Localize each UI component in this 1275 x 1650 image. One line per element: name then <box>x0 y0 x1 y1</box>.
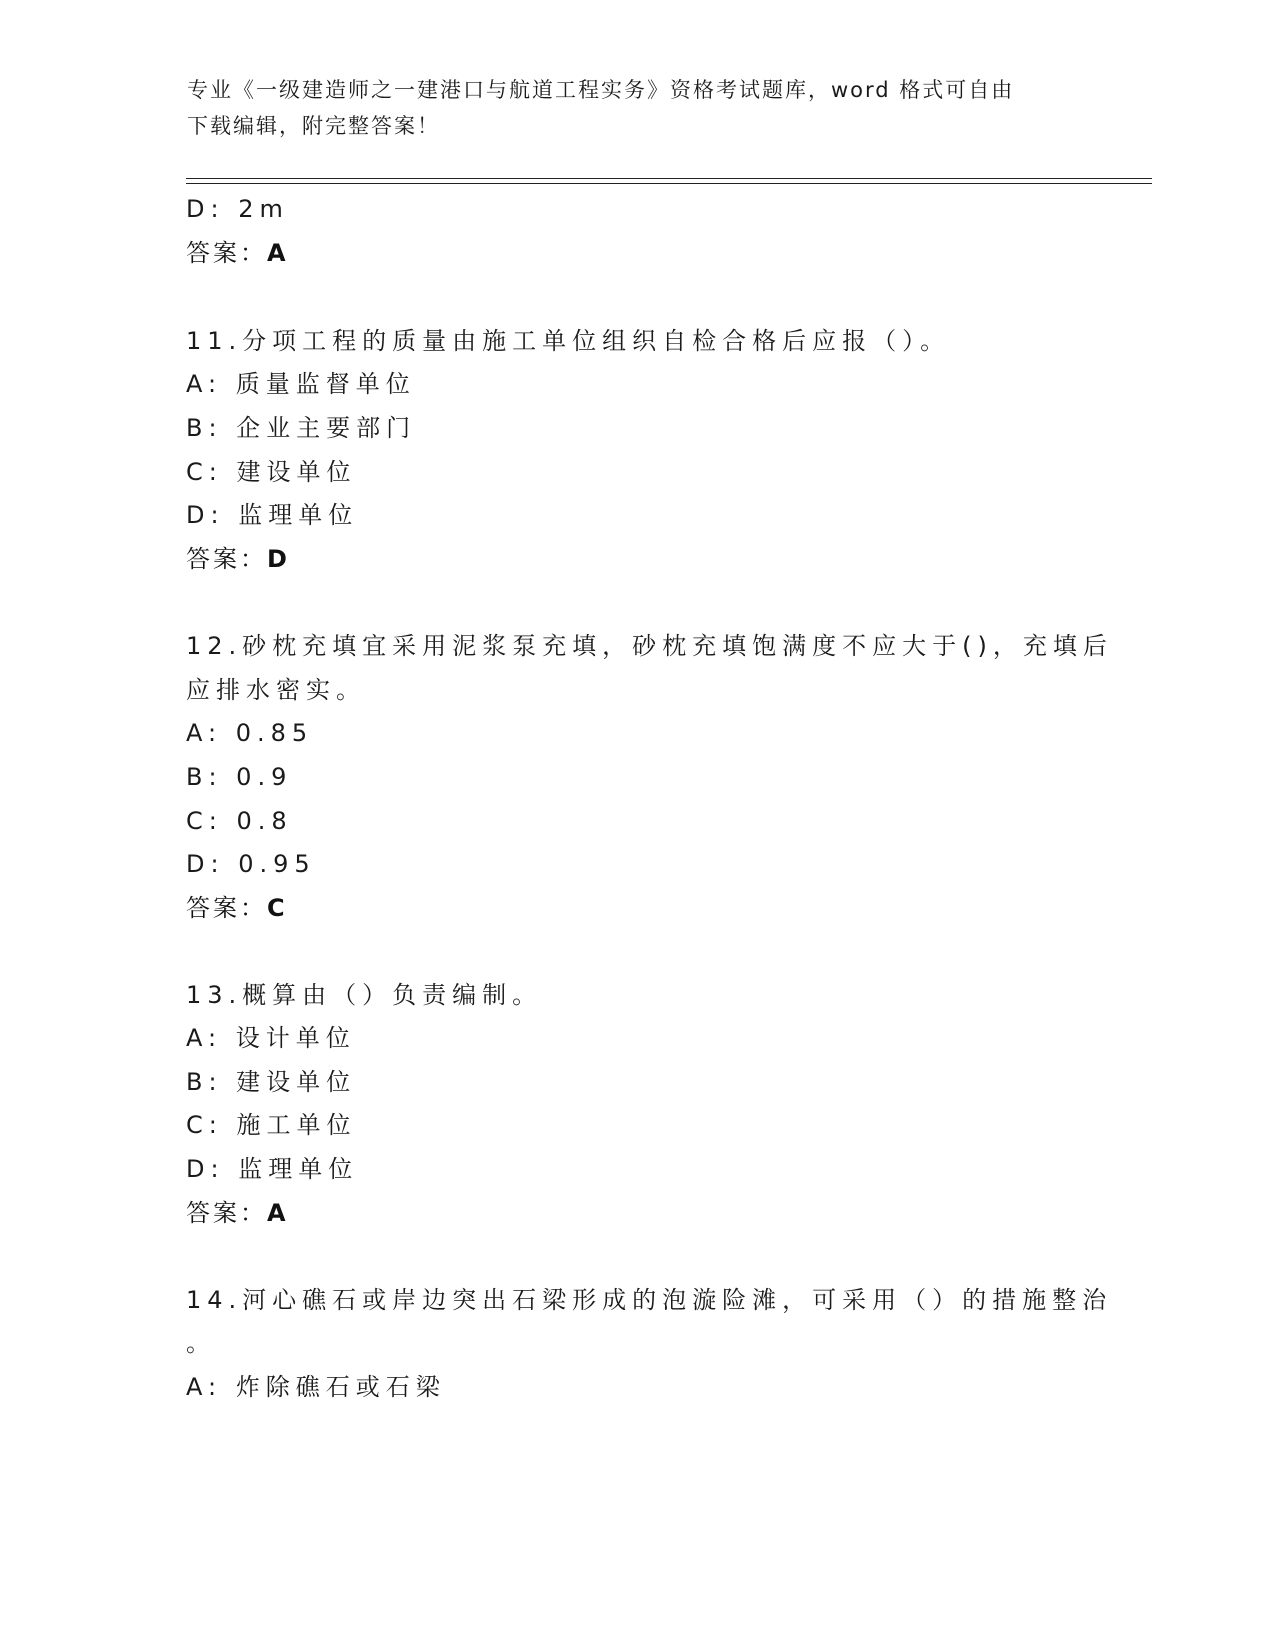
question-12-option-d: D: 0.95 <box>186 850 316 878</box>
question-13-option-a: A: 设计单位 <box>186 1024 356 1052</box>
header-line-1: 专业《一级建造师之一建港口与航道工程实务》资格考试题库，word 格式可自由 <box>187 78 1015 102</box>
answer-label: 答案： <box>186 894 267 922</box>
question-13-option-b: B: 建设单位 <box>186 1068 357 1096</box>
question-12-stem-line-2: 应排水密实。 <box>186 676 366 704</box>
question-13-stem: 13.概算由（）负责编制。 <box>186 981 543 1009</box>
answer-value: C <box>267 894 287 922</box>
question-11-option-d: D: 监理单位 <box>186 501 359 529</box>
header-line-2: 下载编辑，附完整答案！ <box>187 114 440 138</box>
question-12-answer <box>186 892 287 924</box>
answer-label: 答案： <box>186 239 267 267</box>
question-14-option-a: A: 炸除礁石或石梁 <box>186 1373 446 1401</box>
document-header <box>187 72 1087 144</box>
question-12-option-b: B: 0.9 <box>186 763 293 791</box>
question-12-option-a: A: 0.85 <box>186 719 314 747</box>
prev-answer <box>186 237 288 269</box>
question-12-option-c: C: 0.8 <box>186 807 293 835</box>
question-11-answer <box>186 543 289 575</box>
answer-label: 答案： <box>186 545 267 573</box>
question-11-option-b: B: 企业主要部门 <box>186 414 417 442</box>
question-14-stem-line-2: 。 <box>186 1329 216 1357</box>
question-11-option-c: C: 建设单位 <box>186 458 357 486</box>
answer-value: A <box>267 1199 288 1227</box>
header-divider-top <box>186 178 1152 179</box>
question-13-answer <box>186 1197 288 1229</box>
question-13-option-d: D: 监理单位 <box>186 1155 359 1183</box>
question-13-option-c: C: 施工单位 <box>186 1111 357 1139</box>
question-14-stem-line-1: 14.河心礁石或岸边突出石梁形成的泡漩险滩，可采用（）的措施整治 <box>186 1286 1113 1314</box>
question-11-option-a: A: 质量监督单位 <box>186 370 416 398</box>
answer-label: 答案： <box>186 1199 267 1227</box>
header-divider-bottom <box>186 183 1152 184</box>
question-11-stem: 11.分项工程的质量由施工单位组织自检合格后应报（）。 <box>186 327 951 355</box>
answer-value: A <box>267 239 288 267</box>
question-12-stem-line-1: 12.砂枕充填宜采用泥浆泵充填，砂枕充填饱满度不应大于()，充填后 <box>186 632 1113 660</box>
prev-option-d: D: 2m <box>186 195 289 223</box>
answer-value: D <box>267 545 289 573</box>
